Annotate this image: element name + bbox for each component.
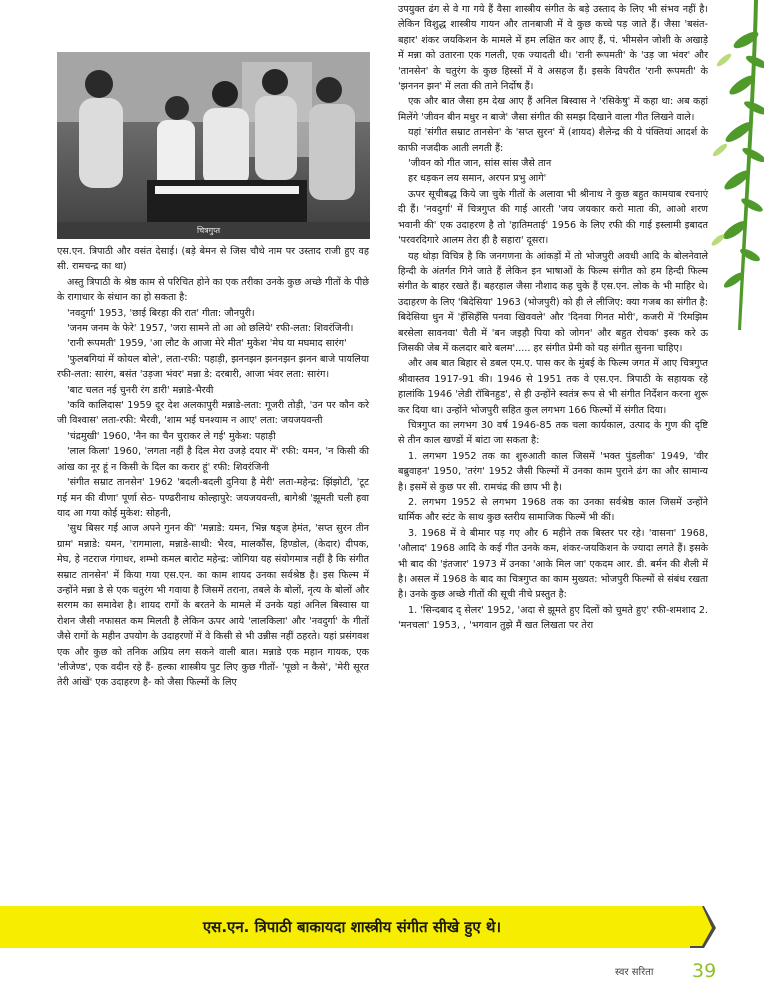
musicians-photo: [57, 52, 370, 239]
photo-illustration: [57, 52, 370, 239]
paragraph: यहां 'संगीत सम्राट तानसेन' के 'सप्त सुरन' में (शायद) शैलेन्द्र की ये पंक्तियां आदर्श के काफी नजदीक आती लगती हैं:: [398, 127, 708, 154]
paragraph: एस.एन. त्रिपाठी और वसंत देसाई। (बड़े बेमन से जिस चौथे नाम पर उस्ताद राजी हुए वह सी. रामचन्द्र का था): [57, 246, 369, 273]
page-number: 39: [692, 960, 717, 982]
paragraph: हर धड़कन लय समान, अरपन प्रभु आगे': [408, 173, 547, 185]
paragraph: 'फुलबगियां में कोयल बोले', लता-रफी: पहाड़ी, झननझन झननझन झनन बाजे पायलिया रफी-लता: सारंग, बसंत 'उड़जा भंवर' मन्ना डे: दरबारी, आजा भंवर लता: सारंग।: [57, 353, 369, 381]
paragraph: चित्रगुप्त का लगभग 30 वर्ष 1946-85 तक चला कार्यकाल, उत्पाद के गुण की दृष्टि से तीन काल खण्डों में बांटा जा सकता है:: [398, 419, 708, 447]
paragraph: 'कवि कालिदास' 1959 दूर देश अलकापुरी मन्नाडे-लता: गूजरी तोड़ी, 'उन पर कौन करे जी विश्वास' लता-रफी: भैरवी, 'शाम भई घनश्याम न आए' लता: जयजयवन्ती: [57, 400, 369, 427]
paragraph: 2. लगभग 1952 से लगभग 1968 तक का उनका सर्वश्रेष्ठ काल जिसमें उन्होंने धार्मिक और स्टंट के साथ कुछ स्तरीय सामाजिक फिल्में भी कीं।: [398, 497, 708, 524]
paragraph: 'संगीत सम्राट तानसेन' 1962 'बदली-बदली दुनिया है मेरी' लता-महेन्द्र: झिंझोटी, 'टूट गई मन की वीणा' पूर्णा सेठ- पण्ढरीनाथ कोल्हापुरे: जयजयवन्ती, बागेश्री 'झूमती चली हवा याद आ गया कोई मुकेश: सोहनी,: [57, 477, 369, 519]
paragraph: 'सुध बिसर गई आज अपने गुनन की' 'मन्नाडे: यमन, भिन्न षड्ज हेमंत, 'सप्त सुरन तीन ग्राम' मन्नाडे: यमन, 'रागमाला, मन्नाडे-साथी: भैरव, मालकौंस, हिण्डोल, (केदार) दीपक, मेघ, हे नटराज गंगाधर, शम्भो कमल बारोट महेन्द्र: जोगिया यह संयोगमात्र नहीं है कि संगीत सम्राट तानसेन' में किया गया एस.एन. का काम शायद उनका सर्वश्रेष्ठ है। इस फिल्म में उन्होंने मन्ना डे से एक चतुरंग भी गवाया है जिसमें तराना, तबले के बोलों, नृत्य के बोलों और सरगम का समावेश है। शायद रागों के बरतने के मामले में उनके यहां अनिल बिस्वास या रोशन जैसी नफासत कम मिलती है लेकिन ऊपर आये 'लालकिला' और 'नवदुर्गा' के गीतों जैसे रागों के महीन उपयोग के उदाहरणों में वे किसी से भी उन्नीस नहीं ठहरते। यहां प्रसंगवश एक और कुछ को तनिक अप्रिय लग सकने वाली बात। मन्नाडे एक महान गायक, एक 'लीजेण्ड', एक वदीन रहे हैं- हल्का शास्त्रीय पुट लिए कुछ गीतों- 'पूछो न कैसे', 'मेरी सूरत तेरी आंखें' एक उदाहरण है- को जैसा फिल्मों के लिए: [57, 523, 369, 689]
paragraph: यह थोड़ा विचित्र है कि जनगणना के आंकड़ों में तो भोजपुरी अवधी आदि के बोलनेवाले हिन्दी के अंतर्गत गिने जाते हैं लेकिन इन भाषाओं के फिल्म संगीत को हम हिन्दी फिल्म संगीत के बाहर रखते हैं। बहरहाल जैसा नौशाद कह चुके हैं एस.एन. लोक के भी माहिर थे। उदाहरण के लिए 'बिदेसिया' 1963 (भोजपुरी) को ही ले लीजिए: क्या गजब का संगीत है: बिदेसिया धुन में 'हँसिहँसि पनवा खिववले' और 'दिनवा गिनत मोरी', कजरी में 'रिमझिम बरसेला सावनवा' चैती में 'बन जइहौ पिया को जोगन' और बहुत रोचक' इस्क करे ऊ जिसकी जेब में कलदार बारे बलम'..... हर संगीत प्रेमी को यह संगीत सुनना चाहिए।: [398, 250, 708, 354]
paragraph: 'रानी रूपमती' 1959, 'आ लौट के आजा मेरे मीत' मुकेश 'मेघ या मघमाद सारंग': [67, 338, 347, 350]
paragraph: 1. लगभग 1952 तक का शुरुआती काल जिसमें 'भक्त पुंडलीक' 1949, 'वीर बब्रुवाहन' 1950, 'तरंग' 1952 जैसी फिल्मों में उनका काम पुराने ढंग का और सामान्य है। इसमें से कुछ पर सी. रामचंद्र की छाप भी है।: [398, 450, 708, 493]
paragraph: 3. 1968 में वे बीमार पड़ गए और 6 महीने तक बिस्तर पर रहे। 'वासना' 1968, 'औलाद' 1968 आदि के कई गीत उनके कम, शंकर-जयकिशन के ज्यादा लगते हैं। इसके भी बाद की 'इंतजार' 1973 में उनका 'आके मिल जा' एकदम आर. डी. बर्मन की शैली में है। असल में 1968 के बाद का चित्रगुप्त का काम मुख्यत: भोजपुरी फिल्मों से संबंध रखता है। उनके कुछ अच्छे गीतों की सूची नीचे प्रस्तुत है:: [398, 527, 708, 601]
magazine-name: स्वर सरिता: [615, 967, 654, 978]
paragraph: 'बाट चलत नई चुनरी रंग डारी' मन्नाडे-भैरवी: [67, 384, 214, 396]
paragraph: 'लाल किला' 1960, 'लगता नहीं है दिल मेरा उजड़े दयार में' रफी: यमन, 'न किसी की आंख का नूर हूं न किसी के दिल का करार हूं' रफी: शिवरंजिनी: [57, 446, 369, 473]
right-column: [398, 2, 708, 634]
left-column: [57, 244, 369, 691]
paragraph: अस्तु त्रिपाठी के श्रेष्ठ काम से परिचित होने का एक तरीका उनके कुछ अच्छे गीतों के पीछे के रागाधार के संधान का हो सकता है:: [57, 276, 369, 304]
paragraph: ऊपर सूचीबद्ध किये जा चुके गीतों के अलावा भी श्रीनाथ ने कुछ बहुत कामयाब रचनाएं दी हैं। 'नवदुर्गा' में चित्रगुप्त की गाई आरती 'जय जयकार करो माता की, आओ शरण भवानी की' एक उदाहरण है तो 'हातिमताई' 1956 के लिए रफी की गाई इस्लामी इबादत 'परवरदिगारे आलम तेरा ही है सहारा' दूसरा।: [398, 188, 708, 247]
pull-quote-banner: एस.एन. त्रिपाठी बाकायदा शास्त्रीय संगीत सीखे हुए थे।: [202, 918, 502, 936]
paragraph: एक और बात जैसा हम देख आए हैं अनिल बिस्वास ने 'रसिकेषु' में कहा था: अब कहां मिलेंगे 'जीवन बीन मधुर न बाजे' जैसा संगीत की समझ दिखाने वाला गीत लिखने वाले।: [398, 96, 708, 123]
paragraph: 'जीवन को गीत जान, सांस सांस जैसे तान: [408, 158, 552, 170]
paragraph: उपयुक्त ढंग से वे गा गये हैं वैसा शास्त्रीय संगीत के बड़े उस्ताद के लिए भी संभव नहीं है। लेकिन विशुद्ध शास्त्रीय गायन और तानबाजी में वे कुछ कच्चे पड़ जाते हैं। जैसा 'बसंत-बहार' शंकर जयकिशन के मामले में हम लक्षित कर आए हैं, पं. भीमसेन जोशी के अखाड़े में मन्ना को उतारना एक गलती, एक ज्यादती थी। 'रानी रूपमती' के 'उड़ जा भंवर' और 'तानसेन' के चतुरंग के कुछ हिस्सों में वे असहज हैं। इसके विपरीत 'रानी रूपमती' के 'झननन झन' में लता की ताने निर्दोष हैं।: [398, 4, 708, 93]
paragraph: और अब बात बिहार से डबल एम.ए. पास कर के मुंबई के फिल्म जगत में आए चित्रगुप्त श्रीवास्तव 1917-91 की। 1946 से 1951 तक वे एस.एन. त्रिपाठी के सहायक रहे हालांकि 1946 'लेडी रॉबिनहुड', से ही उन्होंने स्वतंत्र रूप से भी संगीत निर्देशन करना शुरू कर दिया था। उन्होंने भोजपुरी सहित कुल लगभग 166 फिल्मों में संगीत दिया।: [398, 358, 708, 416]
paragraph: 'चंद्रमुखी' 1960, 'नैन का चैन चुराकर ले गई' मुकेश: पहाड़ी: [67, 430, 276, 442]
photo-caption: चित्रगुप्त: [197, 226, 221, 235]
paragraph: 1. 'सिन्दबाद द् सेलर' 1952, 'अदा से झूमते हुए दिलों को चुमते हुए' रफी-शमशाद 2. 'मनचला' 1953, , 'भगवान तुझे मैं खत लिखता पर तेरा: [398, 604, 708, 632]
paragraph: 'जनम जनम के फेरे' 1957, 'जरा सामने तो आ ओ छलिये' रफी-लता: शिवरंजिनी।: [67, 323, 354, 335]
paragraph: 'नवदुर्गा' 1953, 'छाई बिरहा की रात' गीता: जौनपुरी।: [67, 307, 255, 319]
